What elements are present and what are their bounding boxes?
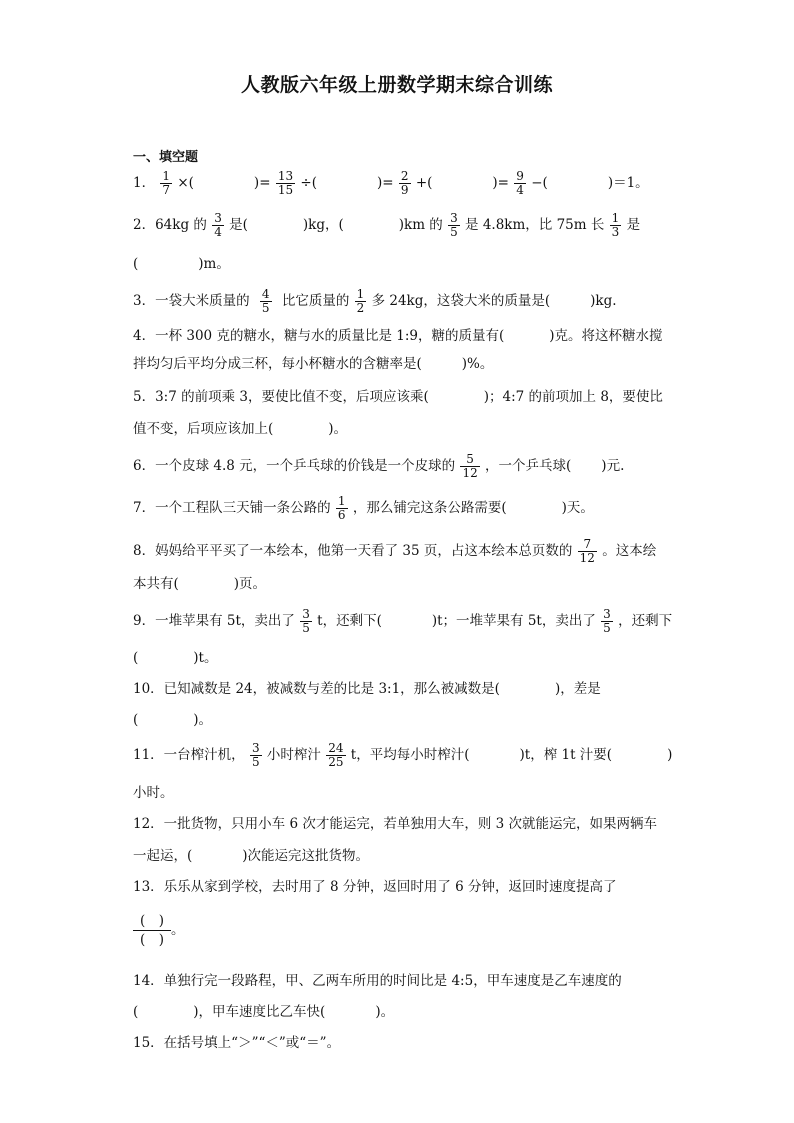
question-8: 8．妈妈给平平买了一本绘本，他第一天看了 35 页，占这本绘本总页数的 $\frac{7}{12}$ 。这本绘: [133, 537, 657, 566]
question-5-cont: 值不变，后项应该加上( )。: [133, 421, 348, 437]
answer-numerator[interactable]: ( ): [133, 912, 171, 931]
question-9: 9．一堆苹果有 5t，卖出了 $\frac{3}{5}$ t，还剩下( )t；一堆苹果有 5t，卖出了 $\frac{3}{5}$ ，还剩下: [133, 607, 673, 636]
fraction: $\frac{3}{5}$: [251, 741, 260, 770]
fraction: $\frac{2}{9}$: [400, 169, 409, 198]
question-11: 11．一台榨汁机， $\frac{3}{5}$ 小时榨汁 $\frac{24}{25}$ t，平均每小时榨汁( )t，榨 1t 汁要( ): [133, 741, 673, 770]
question-6: 6．一个皮球 4.8 元，一个乒乓球的价钱是一个皮球的 $\frac{5}{12}$ ，一个乒乓球( )元.: [133, 452, 625, 481]
question-3: 3．一袋大米质量的 $\frac{4}{5}$ 比它质量的 $\frac{1}{2}$ 多 24kg，这袋大米的质量是( )kg.: [133, 287, 617, 316]
section-heading: 一、填空题: [133, 150, 199, 165]
question-10-cont: ( )。: [133, 712, 213, 728]
fraction: $\frac{1}{3}$: [611, 211, 620, 240]
question-14: 14．单独行完一段路程，甲、乙两车所用的时间比是 4:5，甲车速度是乙车速度的: [133, 973, 622, 989]
fraction: $\frac{3}{5}$: [302, 607, 310, 636]
fraction: $\frac{3}{5}$: [603, 607, 611, 636]
question-2: 2．64kg 的 $\frac{3}{4}$ 是( )kg，( )km 的 $\frac{3}{5}$ 是 4.8km，比 75m 长 $\frac{1}{3}$ 是: [133, 211, 641, 240]
fraction: $\frac{3}{4}$: [214, 211, 222, 240]
fraction: $\frac{7}{12}$: [579, 537, 595, 566]
fraction: $\frac{3}{5}$: [450, 211, 458, 240]
question-15: 15．在括号填上“＞”“＜”或“＝”。: [133, 1035, 341, 1051]
question-5: 5．3:7 的前项乘 3，要使比值不变，后项应该乘( )；4:7 的前项加上 8，要使比: [133, 389, 663, 405]
fraction: $\frac{1}{2}$: [356, 287, 365, 316]
question-8-cont: 本共有( )页。: [133, 576, 267, 592]
question-10: 10．已知减数是 24，被减数与差的比是 3:1，那么被减数是( )，差是: [133, 681, 601, 697]
question-7: 7．一个工程队三天铺一条公路的 $\frac{1}{6}$ ，那么铺完这条公路需要( )天。: [133, 494, 594, 523]
answer-denominator[interactable]: ( ): [139, 932, 165, 949]
fraction: $\frac{13}{15}$: [277, 169, 294, 198]
answer-fraction-box[interactable]: ( ) ( )。: [133, 912, 185, 949]
fraction: $\frac{24}{25}$: [328, 741, 344, 770]
question-14-cont: ( )，甲车速度比乙车快( )。: [133, 1004, 395, 1020]
fraction: $\frac{1}{7}$: [162, 169, 171, 198]
question-12: 12．一批货物，只用小车 6 次才能运完，若单独用大车，则 3 次就能运完，如果两辆车: [133, 816, 658, 832]
fraction: $\frac{4}{5}$: [261, 287, 270, 316]
fraction: $\frac{5}{12}$: [462, 452, 478, 481]
page-title: 人教版六年级上册数学期末综合训练: [240, 74, 553, 96]
question-11-cont: 小时。: [133, 785, 174, 801]
fraction: $\frac{9}{4}$: [516, 169, 524, 198]
question-2-cont: ( )m。: [133, 256, 230, 272]
fraction: $\frac{1}{6}$: [337, 494, 346, 523]
question-1: 1． $\frac{1}{7}$ ×( )= $\frac{13}{15}$ ÷( )= $\frac{2}{9}$ +( )= $\frac{9}{4}$ −( )＝1。: [133, 169, 649, 198]
question-12-cont: 一起运，( )次能运完这批货物。: [133, 848, 370, 864]
question-13: 13．乐乐从家到学校，去时用了 8 分钟，返回时用了 6 分钟，返回时速度提高了: [133, 879, 617, 895]
question-4-cont: 拌均匀后平均分成三杯，每小杯糖水的含糖率是( )%。: [133, 356, 494, 372]
question-4: 4．一杯 300 克的糖水，糖与水的质量比是 1:9，糖的质量有( )克。将这杯糖水搅: [133, 328, 663, 344]
question-9-cont: ( )t。: [133, 650, 218, 666]
